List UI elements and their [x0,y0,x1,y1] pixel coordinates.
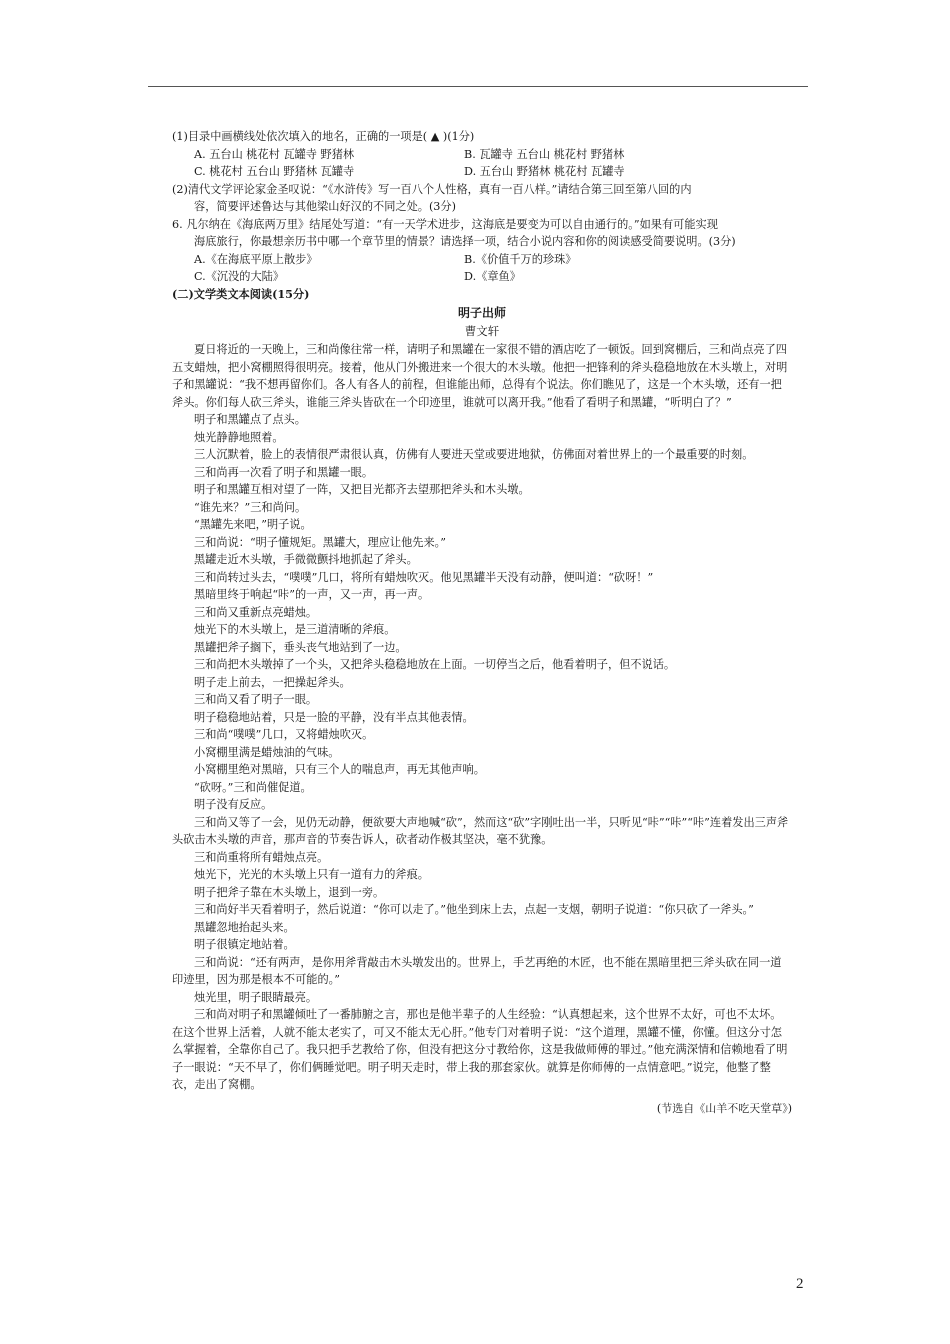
q6-option-d: D.《章鱼》 [464,270,521,283]
question-5-1-options-row-2 [172,163,792,181]
question-5-1-options-row-1 [172,146,792,164]
article-paragraph: 三和尚又重新点亮蜡烛。 [194,605,318,619]
article-paragraph: 黑罐把斧子搁下，垂头丧气地站到了一边。 [194,640,407,654]
q6-option-a: A.《在海底平原上散步》 [194,252,318,266]
article-paragraph: 明子没有反应。 [194,798,273,811]
article-paragraph: 小窝棚里绝对黑暗，只有三个人的喘息声，再无其他声响。 [194,763,485,776]
article-paragraph: 烛光下，光光的木头墩上只有一道有力的斧痕。 [194,868,429,881]
article-paragraph: 三和尚再一次看了明子和黑罐一眼。 [194,465,374,479]
article-paragraphs [172,341,792,1094]
article-paragraph: 三和尚重将所有蜡烛点亮。 [194,850,329,864]
article-paragraph: 夏日将近的一天晚上，三和尚像往常一样，请明子和黑罐在一家很不错的酒店吃了一顿饭。回到窝棚后，三和尚点亮了四五支蜡烛，把小窝棚照得很明亮。接着，他从门外搬进来一个很大的木头墩。他把一把锋利的斧头稳稳地放在木头墩上，对明子和黑罐说：“我不想再留你们。各人有各人的前程，但谁能出师，总得有个说法。你们瞧见了，这是一个木头墩，还有一把斧头。你们每人砍三斧头，谁能三斧头皆砍在一个印迹里，谁就可以离开我。”他看了看明子和黑罐，“听明白了？” [172,343,788,409]
section-header: (二)文学类文本阅读(15分) [172,286,310,301]
article-paragraph: 明子走上前去，一把操起斧头。 [194,675,351,689]
option-d: D. 五台山 野猪林 桃花村 瓦罐寺 [464,165,625,178]
article-paragraph: 烛光静静地照着。 [194,430,284,444]
article-paragraph: 明子和黑罐点了点头。 [194,413,306,426]
article-paragraph: 三和尚说：“明子懂规矩。黑罐大，理应让他先来。” [194,535,446,549]
q6-option-c: C.《沉没的大陆》 [194,270,285,283]
article-title: 明子出师 [457,306,506,320]
article-paragraph: “谁先来？”三和尚问。 [194,500,307,514]
article-paragraph: 明子把斧子靠在木头墩上，退到一旁。 [194,885,385,899]
article-paragraph: 三人沉默着，脸上的表情很严肃很认真，仿佛有人要进天堂或要进地狱，仿佛面对着世界上的一个最重要的时刻。 [194,448,754,461]
question-6-options-row-1 [172,251,792,269]
option-b: B. 瓦罐寺 五台山 桃花村 野猪林 [464,147,625,161]
header-rule [148,86,808,87]
article-paragraph: 三和尚把木头墩掉了一个头，又把斧头稳稳地放在上面。一切停当之后，他看着明子，但不说话。 [194,658,676,671]
question-6-line-1: 6. 凡尔纳在《海底两万里》结尾处写道：“有一天学术进步，这海底是要变为可以自由通行的。”如果有可能实现 [172,217,718,231]
question-6-line-2: 海底旅行，你最想亲历书中哪一个章节里的情景？请选择一项，结合小说内容和你的阅读感受简要说明。(3分) [194,235,736,248]
option-a: A. 五台山 桃花村 瓦罐寺 野猪林 [194,147,355,161]
article-paragraph: 黑罐走近木头墩，手微微颤抖地抓起了斧头。 [194,553,418,566]
article-paragraph: 明子稳稳地站着，只是一脸的平静，没有半点其他表情。 [194,710,474,724]
document-body [172,128,792,1118]
article-source: (节选自《山羊不吃天堂草》) [656,1101,792,1115]
article-paragraph: 三和尚说：“还有两声，是你用斧背敲击木头墩发出的。世界上，手艺再绝的木匠，也不能在黑暗里把三斧头砍在同一道印迹里，因为那是根本不可能的。” [172,955,782,986]
question-5-2-line-2: 容，简要评述鲁达与其他梁山好汉的不同之处。(3分) [194,200,456,213]
article-author: 曹文轩 [464,324,500,338]
question-5-2-line-1: (2)清代文学评论家金圣叹说：“《水浒传》写一百八个人性格，真有一百八样。”请结合第三回至第八回的内 [172,182,692,196]
option-c: C. 桃花村 五台山 野猪林 瓦罐寺 [194,165,355,178]
article-paragraph: “砍呀。”三和尚催促道。 [194,780,312,794]
article-paragraph: 三和尚好半天看着明子，然后说道：“你可以走了。”他坐到床上去，点起一支烟，朝明子说道：“你只砍了一斧头。” [194,903,754,916]
article-paragraph: “黑罐先来吧，”明子说。 [194,518,312,531]
q6-option-b: B.《价值千万的珍珠》 [464,252,577,266]
article-paragraph: 小窝棚里满是蜡烛油的气味。 [194,745,340,759]
article-paragraph: 黑暗里终于响起“咔”的一声，又一声，再一声。 [194,588,430,601]
article-paragraph: 三和尚“噗噗”几口，又将蜡烛吹灭。 [194,728,374,741]
article-paragraph: 三和尚又等了一会，见仍无动静，便欲要大声地喊“砍”，然而这“砍”字刚吐出一半，只听见“咔”“咔”“咔”连着发出三声斧头砍击木头墩的声音，那声音的节奏告诉人，砍者动作极其坚决，毫不犹豫。 [172,815,789,846]
article-paragraph: 三和尚对明子和黑罐倾吐了一番肺腑之言，那也是他半辈子的人生经验：“认真想起来，这个世界不太好，可也不太坏。在这个世界上活着，人就不能太老实了，可又不能太无心肝。”他专门对着明子说：“这个道理，黑罐不懂，你懂。但这分寸怎么掌握着，全靠你自己了。我只把手艺教给了你，但没有把这分寸教给你，这是我做师傅的罪过。”他充满深情和信赖地看了明子一眼说：“天不早了，你们俩睡觉吧。明子明天走时，带上我的那套家伙。就算是你师傅的一点情意吧。”说完，他整了整衣，走出了窝棚。 [172,1008,788,1091]
article-paragraph: 烛光里，明子眼睛最亮。 [194,990,318,1004]
article-paragraph: 三和尚又看了明子一眼。 [194,693,318,706]
question-6-options-row-2 [172,268,792,286]
article-paragraph: 烛光下的木头墩上，是三道清晰的斧痕。 [194,623,396,636]
article-paragraph: 三和尚转过头去，“噗噗”几口，将所有蜡烛吹灭。他见黑罐半天没有动静，便叫道：“砍呀！” [194,570,654,584]
article-paragraph: 明子和黑罐互相对望了一阵，又把目光都齐去望那把斧头和木头墩。 [194,483,530,496]
question-5-1-stem: (1)目录中画横线处依次填入的地名，正确的一项是( ▲ )(1分) [172,130,475,143]
article-paragraph: 明子很镇定地站着。 [194,938,295,951]
page-number: 2 [796,1276,804,1292]
article-paragraph: 黑罐忽地抬起头来。 [194,920,295,934]
